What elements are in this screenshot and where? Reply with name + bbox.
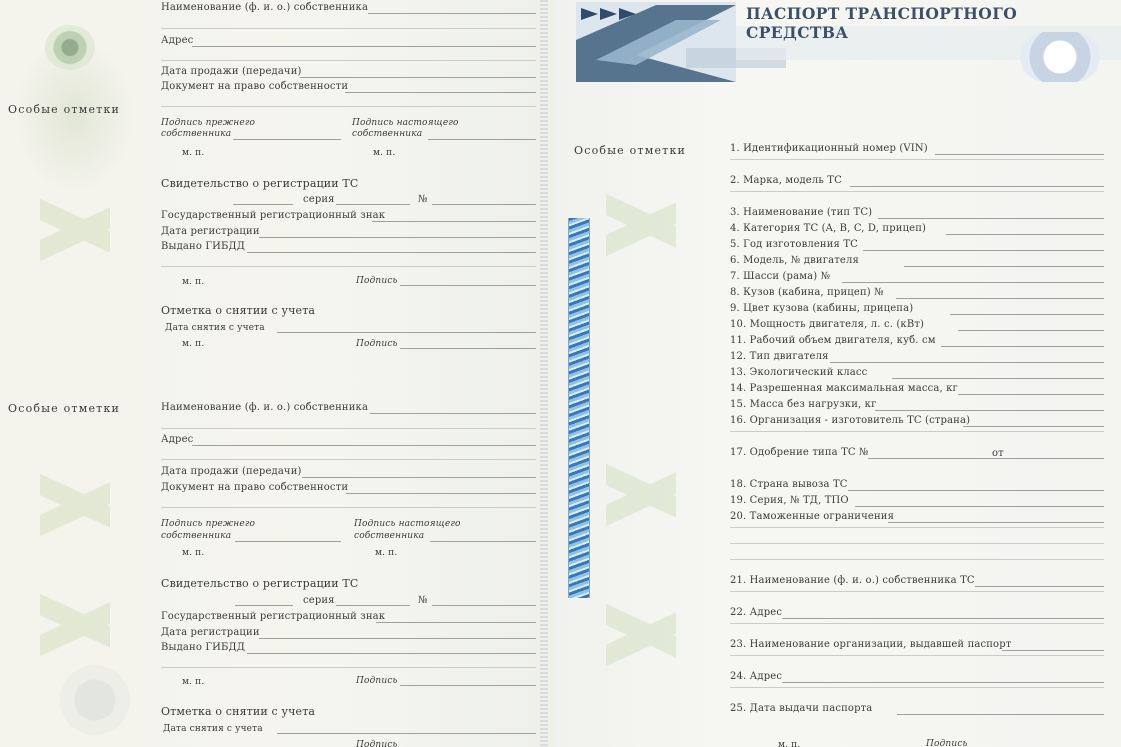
field-label: 17. Одобрение типа ТС №	[730, 447, 869, 458]
field-continuation-line	[730, 623, 1104, 624]
field-line	[941, 346, 1104, 347]
field-line	[878, 218, 1104, 219]
prev-owner-signature-label: Подпись прежнего	[161, 519, 256, 529]
field-line	[848, 490, 1104, 491]
address-label: Адрес	[161, 35, 194, 46]
guilloche-decoration	[606, 580, 676, 690]
stamp-place-label: м. п.	[182, 148, 205, 158]
from-label: от	[992, 448, 1004, 459]
removal-mark-label: Отметка о снятии с учета	[161, 705, 316, 718]
car-emblem-icon	[1020, 32, 1100, 82]
field-label: 25. Дата выдачи паспорта	[730, 703, 873, 714]
new-owner-signature-label-2: собственника	[352, 129, 423, 139]
new-owner-signature-label-2: собственника	[354, 531, 425, 541]
special-marks-label: Особые отметки	[8, 402, 121, 415]
owner-name-label: Наименование (ф. и. о.) собственника	[161, 2, 369, 13]
field-label: 21. Наименование (ф. и. о.) собственника ТС	[730, 575, 975, 586]
prev-owner-signature-label: Подпись прежнего	[161, 118, 256, 128]
new-owner-signature-label: Подпись настоящего	[352, 118, 459, 128]
field-continuation-line	[730, 655, 1104, 656]
address-label: Адрес	[161, 434, 194, 445]
field-label: 8. Кузов (кабина, прицеп) №	[730, 287, 884, 298]
guilloche-decoration	[40, 175, 110, 285]
guilloche-decoration	[40, 570, 110, 680]
owner-name-label: Наименование (ф. и. о.) собственника	[161, 402, 369, 413]
field-line	[868, 458, 1104, 459]
field-continuation-line	[730, 687, 1104, 688]
signature-label: Подпись	[356, 276, 398, 286]
ownership-doc-label: Документ на право собственности	[161, 81, 349, 92]
field-line	[958, 330, 1104, 331]
guilloche-decoration	[40, 450, 110, 560]
field-label: 2. Марка, модель ТС	[730, 175, 842, 186]
reg-certificate-label: Свидетельство о регистрации ТС	[161, 577, 359, 590]
right-page	[556, 0, 1121, 747]
field-line	[897, 714, 1104, 715]
page-spine	[540, 0, 548, 747]
field-continuation-line	[730, 431, 1104, 432]
hologram-stripe	[568, 218, 590, 598]
field-line	[950, 314, 1104, 315]
new-owner-signature-label: Подпись настоящего	[354, 519, 461, 529]
signature-label: Подпись	[356, 339, 398, 349]
field-label: 10. Мощность двигателя, л. с. (кВт)	[730, 319, 925, 330]
ownership-doc-label: Документ на право собственности	[161, 482, 349, 493]
field-line	[782, 618, 1104, 619]
field-label: 20. Таможенные ограничения	[730, 511, 895, 522]
stamp-place-label: м. п.	[375, 548, 398, 558]
field-continuation-line	[730, 191, 1104, 192]
reg-plate-label: Государственный регистрационный знак	[161, 611, 386, 622]
field-label: 18. Страна вывоза ТС	[730, 479, 848, 490]
stamp-place-label: м. п.	[182, 548, 205, 558]
field-label: 7. Шасси (рама) №	[730, 271, 831, 282]
field-line	[850, 186, 1104, 187]
field-label: 6. Модель, № двигателя	[730, 255, 859, 266]
removal-mark-label: Отметка о снятии с учета	[161, 304, 316, 317]
field-line	[875, 410, 1104, 411]
field-label: 12. Тип двигателя	[730, 351, 829, 362]
removal-date-label: Дата снятия с учета	[165, 323, 265, 333]
prev-owner-signature-label-2: собственника	[161, 531, 232, 541]
field-label: 13. Экологический класс	[730, 367, 868, 378]
series-label: серия	[303, 595, 335, 606]
field-line	[975, 586, 1104, 587]
field-line	[963, 426, 1104, 427]
watermark-emblem	[60, 665, 130, 735]
field-line	[782, 682, 1104, 683]
prev-owner-signature-label-2: собственника	[161, 129, 232, 139]
field-line	[855, 506, 1104, 507]
field-line	[892, 378, 1104, 379]
removal-date-label: Дата снятия с учета	[163, 724, 263, 734]
reg-certificate-label: Свидетельство о регистрации ТС	[161, 177, 359, 190]
field-label: 14. Разрешенная максимальная масса, кг	[730, 383, 958, 394]
signature-label: Подпись	[356, 740, 398, 747]
sale-date-label: Дата продажи (передачи)	[161, 66, 302, 77]
reg-date-label: Дата регистрации	[161, 627, 260, 638]
field-label: 4. Категория ТС (A, B, C, D, прицеп)	[730, 223, 927, 234]
field-label: 22. Адрес	[730, 607, 783, 618]
signature-label: Подпись	[356, 676, 398, 686]
document-title: ПАСПОРТ ТРАНСПОРТНОГО СРЕДСТВА	[746, 4, 1018, 42]
field-label: 9. Цвет кузова (кабины, прицепа)	[730, 303, 914, 314]
stamp-place-label: м. п.	[182, 677, 205, 687]
field-label: 23. Наименование организации, выдавшей паспорт	[730, 639, 1012, 650]
field-label: 16. Организация - изготовитель ТС (страна)	[730, 415, 971, 426]
special-marks-label: Особые отметки	[574, 144, 687, 157]
field-line	[896, 298, 1104, 299]
left-page	[0, 0, 556, 747]
issued-by-label: Выдано ГИБДД	[161, 642, 246, 653]
field-label: 11. Рабочий объем двигателя, куб. см	[730, 335, 936, 346]
issued-by-label: Выдано ГИБДД	[161, 241, 246, 252]
field-continuation-line	[730, 527, 1104, 528]
guilloche-decoration	[606, 440, 676, 550]
field-continuation-line	[730, 543, 1104, 544]
field-label: 19. Серия, № ТД, ТПО	[730, 495, 849, 506]
emblem-icon	[45, 25, 95, 70]
field-continuation-line	[730, 559, 1104, 560]
field-label: 15. Масса без нагрузки, кг	[730, 399, 877, 410]
field-line	[888, 522, 1104, 523]
series-label: серия	[303, 194, 335, 205]
field-continuation-line	[730, 159, 1104, 160]
number-sign-label: №	[418, 595, 428, 606]
field-label: 3. Наименование (тип ТС)	[730, 207, 873, 218]
field-label: 1. Идентификационный номер (VIN)	[730, 143, 928, 154]
field-line	[1002, 650, 1104, 651]
stamp-place-label: м. п.	[778, 740, 801, 747]
field-line	[863, 250, 1104, 251]
reg-date-label: Дата регистрации	[161, 226, 260, 237]
stamp-place-label: м. п.	[182, 339, 205, 349]
field-line	[946, 234, 1104, 235]
guilloche-decoration	[606, 170, 676, 280]
field-line	[904, 266, 1104, 267]
sale-date-label: Дата продажи (передачи)	[161, 466, 302, 477]
number-sign-label: №	[418, 194, 428, 205]
field-label: 5. Год изготовления ТС	[730, 239, 858, 250]
field-label: 24. Адрес	[730, 671, 783, 682]
field-line	[842, 282, 1104, 283]
field-line	[830, 362, 1104, 363]
stamp-place-label: м. п.	[182, 277, 205, 287]
reg-plate-label: Государственный регистрационный знак	[161, 210, 386, 221]
field-continuation-line	[730, 591, 1104, 592]
special-marks-label: Особые отметки	[8, 103, 121, 116]
signature-label: Подпись	[926, 739, 968, 747]
stamp-place-label: м. п.	[373, 148, 396, 158]
field-line	[935, 154, 1104, 155]
field-line	[958, 394, 1104, 395]
